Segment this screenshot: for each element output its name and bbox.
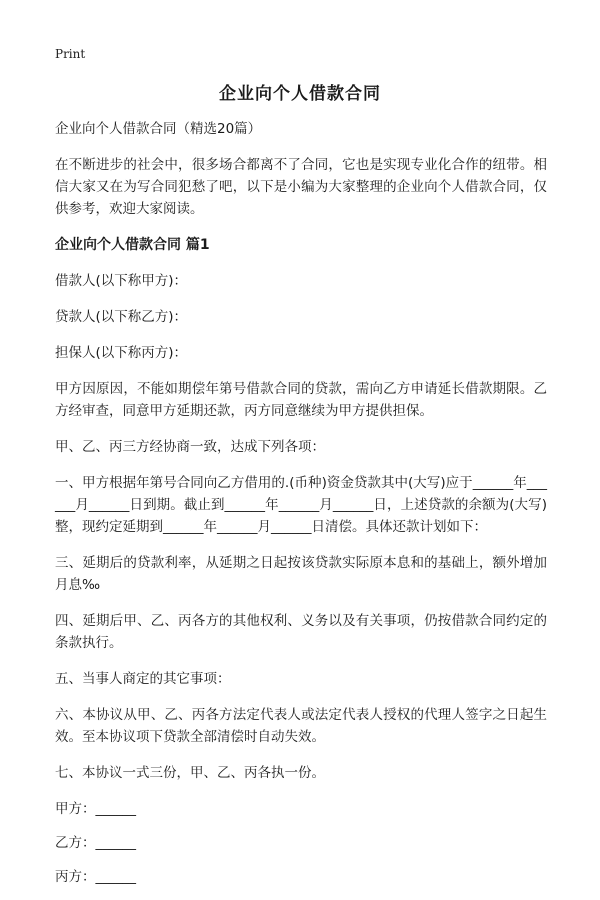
clause-1: 一、甲方根据年第号合同向乙方借用的.(币种)资金贷款其中(大写)应于______年______月______日到期。截止到______年______月______日，上述贷款的余额为(大写)整，现约定延期到______年______月______日清偿。具体还款计划如下： (55, 475, 547, 535)
clause-3: 三、延期后的贷款利率，从延期之日起按该贷款实际原本息和的基础上，额外增加月息‰ (55, 555, 547, 593)
section-heading: 企业向个人借款合同 篇1 (55, 237, 210, 253)
signature-party-a: 甲方：______ (55, 801, 136, 817)
signature-party-b: 乙方：______ (55, 835, 136, 851)
clause-4: 四、延期后甲、乙、丙各方的其他权利、义务以及有关事项，仍按借款合同约定的条款执行。 (55, 613, 547, 651)
print-link[interactable]: Print (55, 47, 86, 61)
background-paragraph: 甲方因原因，不能如期偿年第号借款合同的贷款，需向乙方申请延长借款期限。乙方经审查，同意甲方延期还款，丙方同意继续为甲方提供担保。 (55, 381, 547, 419)
agreement-line: 甲、乙、丙三方经协商一致，达成下列各项： (55, 439, 325, 455)
intro-paragraph: 在不断进步的社会中，很多场合都离不了合同，它也是实现专业化合作的纽带。相信大家又在为写合同犯愁了吧，以下是小编为大家整理的企业向个人借款合同，仅供参考，欢迎大家阅读。 (55, 157, 547, 217)
guarantor-line: 担保人(以下称丙方)： (55, 345, 188, 361)
signature-party-c: 丙方：______ (55, 869, 136, 885)
subtitle: 企业向个人借款合同（精选20篇） (55, 121, 262, 137)
clause-7: 七、本协议一式三份，甲、乙、丙各执一份。 (55, 765, 325, 781)
document-title: 企业向个人借款合同 (219, 84, 381, 104)
clause-5: 五、当事人商定的其它事项： (55, 671, 231, 687)
borrower-line: 借款人(以下称甲方)： (55, 273, 188, 289)
document-body (55, 118, 547, 900)
clause-6: 六、本协议从甲、乙、丙各方法定代表人或法定代表人授权的代理人签字之日起生效。至本协议项下贷款全部清偿时自动失效。 (55, 707, 547, 745)
lender-line: 贷款人(以下称乙方)： (55, 309, 188, 325)
